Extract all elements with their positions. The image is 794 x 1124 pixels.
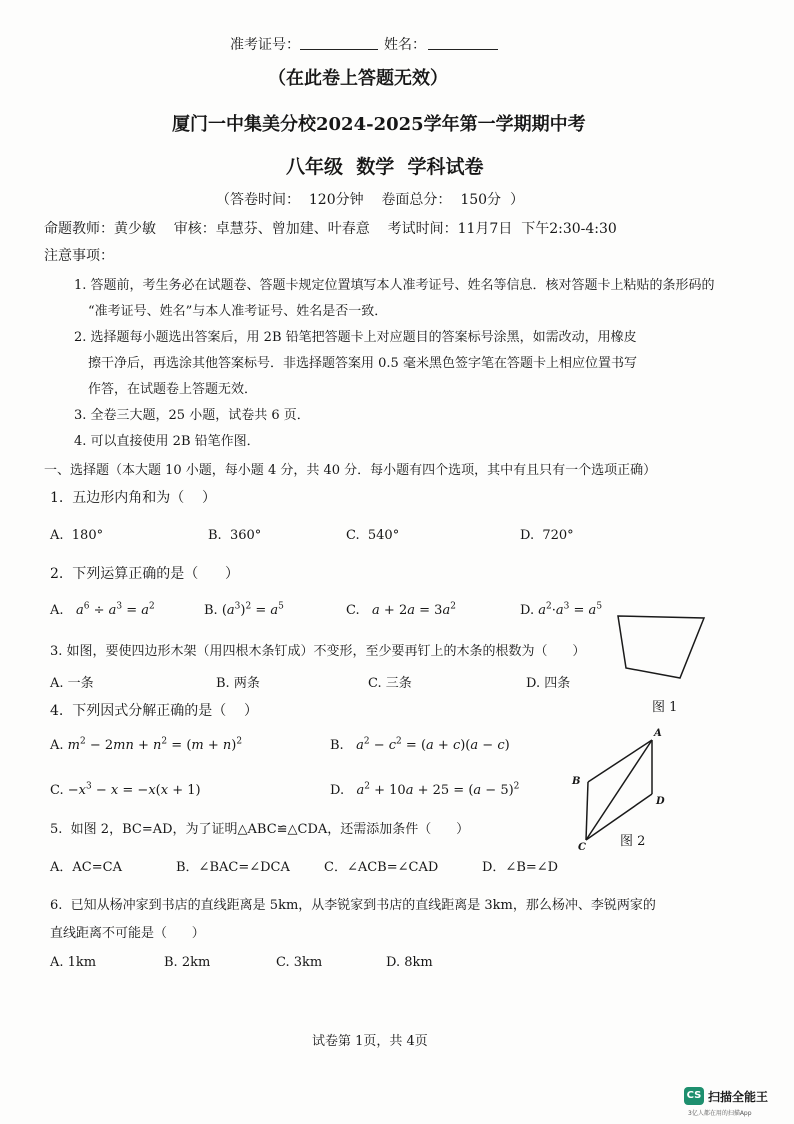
staff-line: 命题教师：黄少敏 审核：卓慧芬、曾加建、叶春意 考试时间：11月7日 下午2:30-4:30 [44,221,617,237]
scanner-brand: 扫描全能王 [708,1090,769,1104]
section1-heading: 一、选择题（本大题 10 小题，每小题 4 分，共 40 分．每小题有四个选项，其中有且只有一个选项正确） [44,463,657,478]
time-score: （答卷时间： 120分钟 卷面总分： 150分 ） [216,192,524,208]
q3-option-a: A. 一条 [50,676,94,691]
q3-stem: 3. 如图，要使四边形木架（用四根木条钉成）不变形，至少要再钉上的木条的根数为（ ） [50,644,586,659]
q4-expr-b: $a^2 - c^2 = (a + c)(a - c)$ [356,736,510,753]
q2-label-a: A. [50,603,64,618]
figure-2-point-b: B [572,776,581,787]
q1-option-b: B. 360° [208,528,262,543]
scanner-logo-icon: CS [684,1087,704,1105]
q1-option-a: A. 180° [50,528,104,543]
q2-option-b [204,603,284,618]
q4-stem: 4. 下列因式分解正确的是（ ） [50,703,259,719]
school-title: 厦门一中集美分校2024-2025学年第一学期期中考 [172,114,586,135]
q5-stem: 5. 如图 2，BC=AD，为了证明△ABC≌△CDA，还需添加条件（ ） [50,822,470,837]
q4-expr-a: $m^2 - 2mn + n^2 = (m + n)^2$ [67,736,243,753]
q5-option-a: A．AC=CA [50,860,122,875]
page-footer: 试卷第 1页，共 4页 [312,1034,428,1049]
q2-stem: 2. 下列运算正确的是（ ） [50,566,239,582]
note-1a: 1. 答题前，考生务必在试题卷、答题卡规定位置填写本人准考证号、姓名等信息．核对答题卡上粘贴的条形码的 [74,278,715,293]
invalid-notice: （在此卷上答题无效） [268,68,448,89]
q1-stem: 1. 五边形内角和为（ ） [50,490,217,506]
q5-option-d: D．∠B=∠D [482,860,559,875]
q1-option-c: C. 540° [346,528,400,543]
subject-title: 八年级 数学 学科试卷 [286,156,484,178]
figure-2-label: 图 2 [620,834,646,849]
q4-expr-c: $-x^3 - x = -x(x + 1)$ [67,781,201,798]
notes-heading: 注意事项： [44,248,114,264]
q4-label-b: B. [330,738,344,753]
note-2b: 擦干净后，再选涂其他答案标号．非选择题答案用 0.5 毫米黑色签字笔在答题卡上相应位置书写 [88,356,637,371]
figure-2-point-d: D [656,796,665,807]
exam-no-label: 准考证号： [230,37,300,53]
q2-label-c: C. [346,603,360,618]
q2-expr-b: $(a^3)^2 = a^5$ [221,601,284,618]
q3-option-d: D. 四条 [526,676,571,691]
q4-label-d: D. [330,783,345,798]
q4-option-b [330,738,510,753]
q6-stem-line2: 直线距离不可能是（ ） [50,926,205,941]
q6-option-b: B. 2km [164,955,211,970]
q2-option-c [346,603,456,618]
name-blank [428,35,498,50]
exam-no-blank [300,35,378,50]
note-4: 4. 可以直接使用 2B 铅笔作图． [74,434,260,449]
q6-stem-line1: 6. 已知从杨冲家到书店的直线距离是 5km，从李锐家到书店的直线距离是 3km，那么杨冲、李锐两家的 [50,898,656,913]
q4-expr-d: $a^2 + 10a + 25 = (a - 5)^2$ [356,781,520,798]
q2-option-a [50,603,155,618]
q4-label-c: C. [50,783,64,798]
note-2c: 作答，在试题卷上答题无效． [88,382,258,397]
q6-option-a: A. 1km [50,955,97,970]
scanner-brand-sub: 3亿人都在用的扫描App [688,1110,752,1117]
name-label: 姓名： [384,37,426,53]
q3-option-c: C. 三条 [368,676,412,691]
note-2a: 2. 选择题每小题选出答案后，用 2B 铅笔把答题卡上对应题目的答案标号涂黑，如需改动，用橡皮 [74,330,637,345]
q4-label-a: A. [50,738,64,753]
q4-option-c [50,783,201,798]
q2-label-b: B. [204,603,218,618]
q2-expr-c: $a + 2a = 3a^2$ [372,601,456,618]
figure-1-label: 图 1 [652,700,678,715]
note-3: 3. 全卷三大题，25 小题，试卷共 6 页． [74,408,310,423]
q2-expr-d: $a^2\cdot a^3 = a^5$ [538,601,603,618]
q4-option-a [50,738,242,753]
q6-option-c: C. 3km [276,955,323,970]
q6-option-d: D. 8km [386,955,433,970]
note-1b: “准考证号、姓名”与本人准考证号、姓名是否一致． [88,304,388,319]
q2-option-d [520,603,602,618]
q1-option-d: D. 720° [520,528,574,543]
q2-label-d: D. [520,603,535,618]
q2-expr-a: $a^6 \div a^3 = a^2$ [75,601,155,618]
q4-option-d [330,783,519,798]
q5-option-c: C．∠ACB=∠CAD [324,860,439,875]
q3-option-b: B. 两条 [216,676,260,691]
figure-1-quadrilateral [612,610,712,682]
figure-2-point-a: A [654,728,662,739]
q5-option-b: B．∠BAC=∠DCA [176,860,290,875]
figure-2-point-c: C [578,842,586,853]
